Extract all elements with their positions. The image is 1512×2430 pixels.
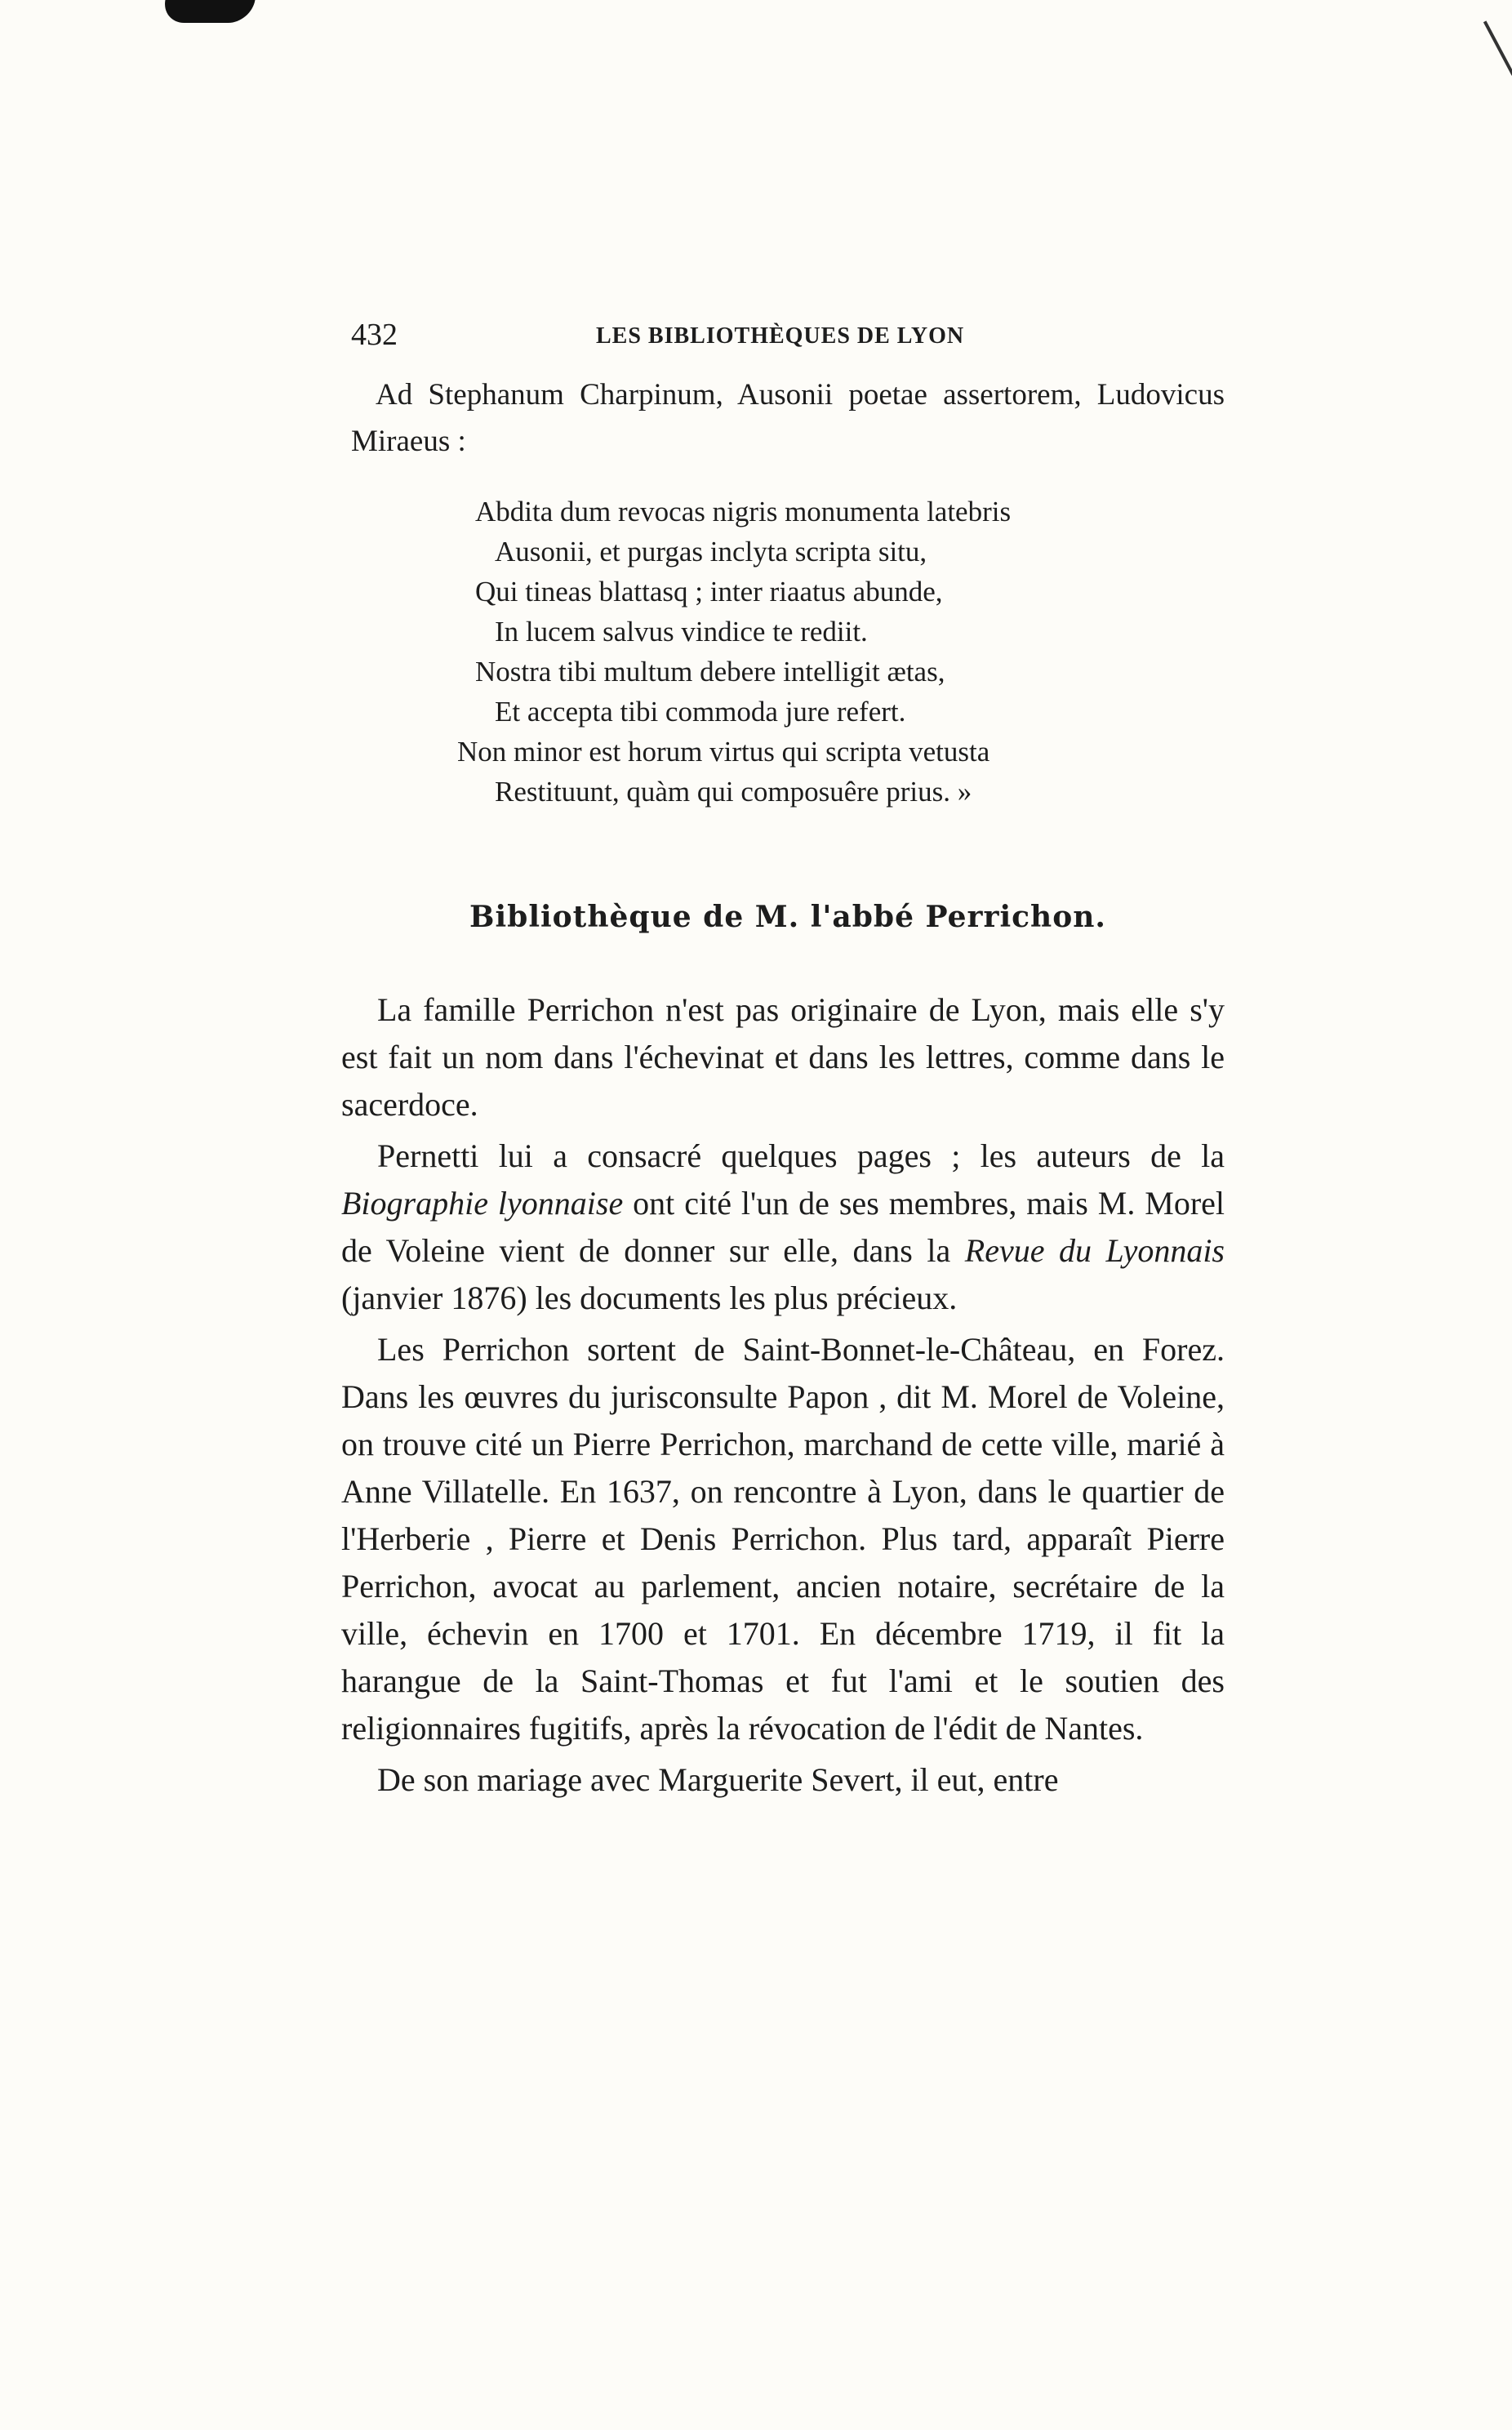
poem-line: Abdita dum revocas nigris monumenta latebris (475, 496, 1012, 527)
paragraph (341, 1756, 1225, 1804)
poem-line: In lucem salvus vindice te rediit. (495, 616, 868, 648)
italic-title: Biographie lyonnaise (341, 1185, 624, 1222)
paragraph-text: Pernetti lui a consacré quelques pages ; les auteurs de la (377, 1137, 1225, 1174)
poem-line: Qui tineas blattasq ; inter riaatus abunde, (475, 576, 943, 608)
intro-line: Ad Stephanum Charpinum, Ausonii poetae assertorem, Ludovicus Miraeus : (351, 378, 1225, 458)
poem-line: Ausonii, et purgas inclyta scripta situ, (495, 536, 927, 567)
paragraph-text: ont cité l'un de ses membres, mais M. Morel de Voleine vient de donner sur elle, dans la (341, 1185, 1225, 1269)
ink-blot-mark (162, 0, 256, 23)
poem-line: Non minor est horum virtus qui scripta vetusta (457, 736, 990, 768)
section-title: Bibliothèque de M. l'abbé Perrichon. (469, 900, 1106, 934)
paragraph (341, 1326, 1225, 1752)
body-text (341, 986, 1225, 1808)
paragraph (341, 986, 1225, 1128)
poem-line: Et accepta tibi commoda jure refert. (495, 696, 906, 728)
corner-pen-stroke (1483, 20, 1512, 75)
poem-line: Restituunt, quàm qui composuêre prius. » (495, 776, 972, 808)
running-title: LES BIBLIOTHÈQUES DE LYON (596, 323, 965, 349)
poem-line: Nostra tibi multum debere intelligit ætas, (475, 656, 945, 688)
paragraph-text: La famille Perrichon n'est pas originaire de Lyon, mais elle s'y est fait un nom dans l'échevinat et dans les lettres, comme dans le sacerdoce. (341, 991, 1225, 1123)
page-header (351, 317, 1225, 358)
italic-title: Revue du Lyonnais (964, 1232, 1225, 1269)
page-number: 432 (351, 318, 398, 352)
paragraph (341, 1133, 1225, 1322)
latin-poem (457, 492, 1159, 812)
paragraph-text: De son mariage avec Marguerite Severt, il eut, entre (377, 1761, 1059, 1798)
paragraph-text: Les Perrichon sortent de Saint-Bonnet-le-Château, en Forez. Dans les œuvres du jurisconsulte Papon , dit M. Morel de Voleine, on trouve cité un Pierre Perrichon, marchand de cette ville, marié à Anne Villatelle. En 1637, on rencontre à Lyon, dans le quartier de l'Herberie , Pierre et Denis Perrichon. Plus tard, apparaît Pierre Perrichon, avocat au parlement, ancien notaire, secrétaire de la ville, échevin en 1700 et 1701. En décembre 1719, il fit la harangue de la Saint-Thomas et fut l'ami et le soutien des religionnaires fugitifs, après la révocation de l'édit de Nantes. (341, 1331, 1225, 1747)
paragraph-text: (janvier 1876) les documents les plus précieux. (341, 1280, 958, 1316)
